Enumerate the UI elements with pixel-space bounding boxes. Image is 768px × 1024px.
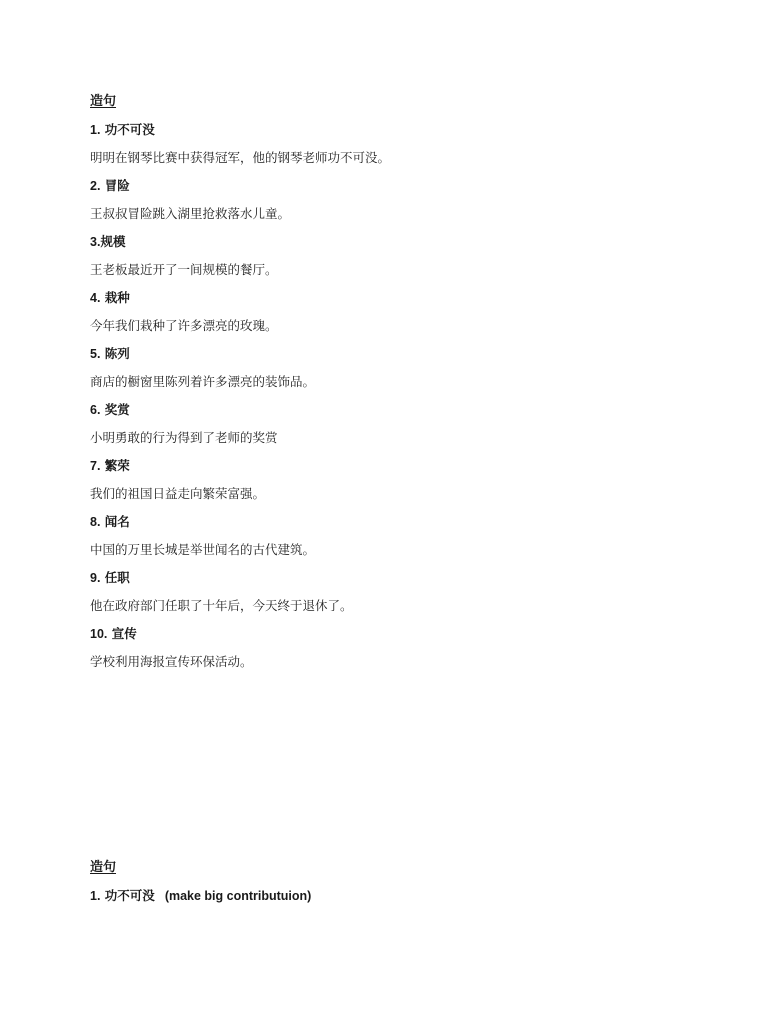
vocab-term: 繁荣 xyxy=(104,458,130,473)
vocab-word-10 xyxy=(90,625,710,643)
vocab-term: 冒险 xyxy=(104,178,130,193)
example-sentence-5: 商店的橱窗里陈列着许多漂亮的装饰品。 xyxy=(90,374,316,389)
vocab-word-6 xyxy=(90,401,710,419)
example-sentence-1: 明明在钢琴比赛中获得冠军，他的钢琴老师功不可没。 xyxy=(90,150,391,165)
vocab-word-4 xyxy=(90,289,710,307)
example-sentence-2: 王叔叔冒险跳入湖里抢救落水儿童。 xyxy=(90,206,291,221)
vocab-term: 功不可没 xyxy=(104,888,155,903)
item-number: 7. xyxy=(90,459,101,473)
example-sentence-7: 我们的祖国日益走向繁荣富强。 xyxy=(90,486,266,501)
item-number: 9. xyxy=(90,571,101,585)
vocab-word-2 xyxy=(90,177,710,195)
example-sentence-3: 王老板最近开了一间规模的餐厅。 xyxy=(90,262,278,277)
section-1 xyxy=(90,93,710,681)
item-number: 10. xyxy=(90,627,108,641)
section-heading: 造句 xyxy=(90,860,117,875)
vocab-word-1 xyxy=(90,121,710,139)
vocab-term: 闻名 xyxy=(104,514,130,529)
vocab-word-3 xyxy=(90,233,710,251)
vocab-term: 任职 xyxy=(104,570,130,585)
example-sentence-9: 他在政府部门任职了十年后，今天终于退休了。 xyxy=(90,598,353,613)
vocab-word-7 xyxy=(90,457,710,475)
vocab-term: 规模 xyxy=(100,234,126,249)
vocab-term: 陈列 xyxy=(104,346,130,361)
vocab-word-1-english xyxy=(90,887,710,905)
item-number: 2. xyxy=(90,179,101,193)
item-number: 8. xyxy=(90,515,101,529)
section-heading: 造句 xyxy=(90,94,117,109)
english-gloss: (make big contributuion) xyxy=(164,889,312,903)
vocab-term: 宣传 xyxy=(111,626,137,641)
vocab-term: 栽种 xyxy=(104,290,130,305)
example-sentence-10: 学校利用海报宣传环保活动。 xyxy=(90,654,253,669)
item-number: 6. xyxy=(90,403,101,417)
item-number: 1. xyxy=(90,889,101,903)
vocab-word-8 xyxy=(90,513,710,531)
item-number: 1. xyxy=(90,123,101,137)
item-number: 4. xyxy=(90,291,101,305)
vocab-term: 功不可没 xyxy=(104,122,155,137)
vocab-word-9 xyxy=(90,569,710,587)
item-number: 3. xyxy=(90,235,101,249)
vocab-term: 奖赏 xyxy=(104,402,130,417)
section-2 xyxy=(90,859,710,915)
item-number: 5. xyxy=(90,347,101,361)
example-sentence-8: 中国的万里长城是举世闻名的古代建筑。 xyxy=(90,542,316,557)
vocab-word-5 xyxy=(90,345,710,363)
example-sentence-4: 今年我们栽种了许多漂亮的玫瑰。 xyxy=(90,318,278,333)
example-sentence-6: 小明勇敢的行为得到了老师的奖赏 xyxy=(90,430,278,445)
